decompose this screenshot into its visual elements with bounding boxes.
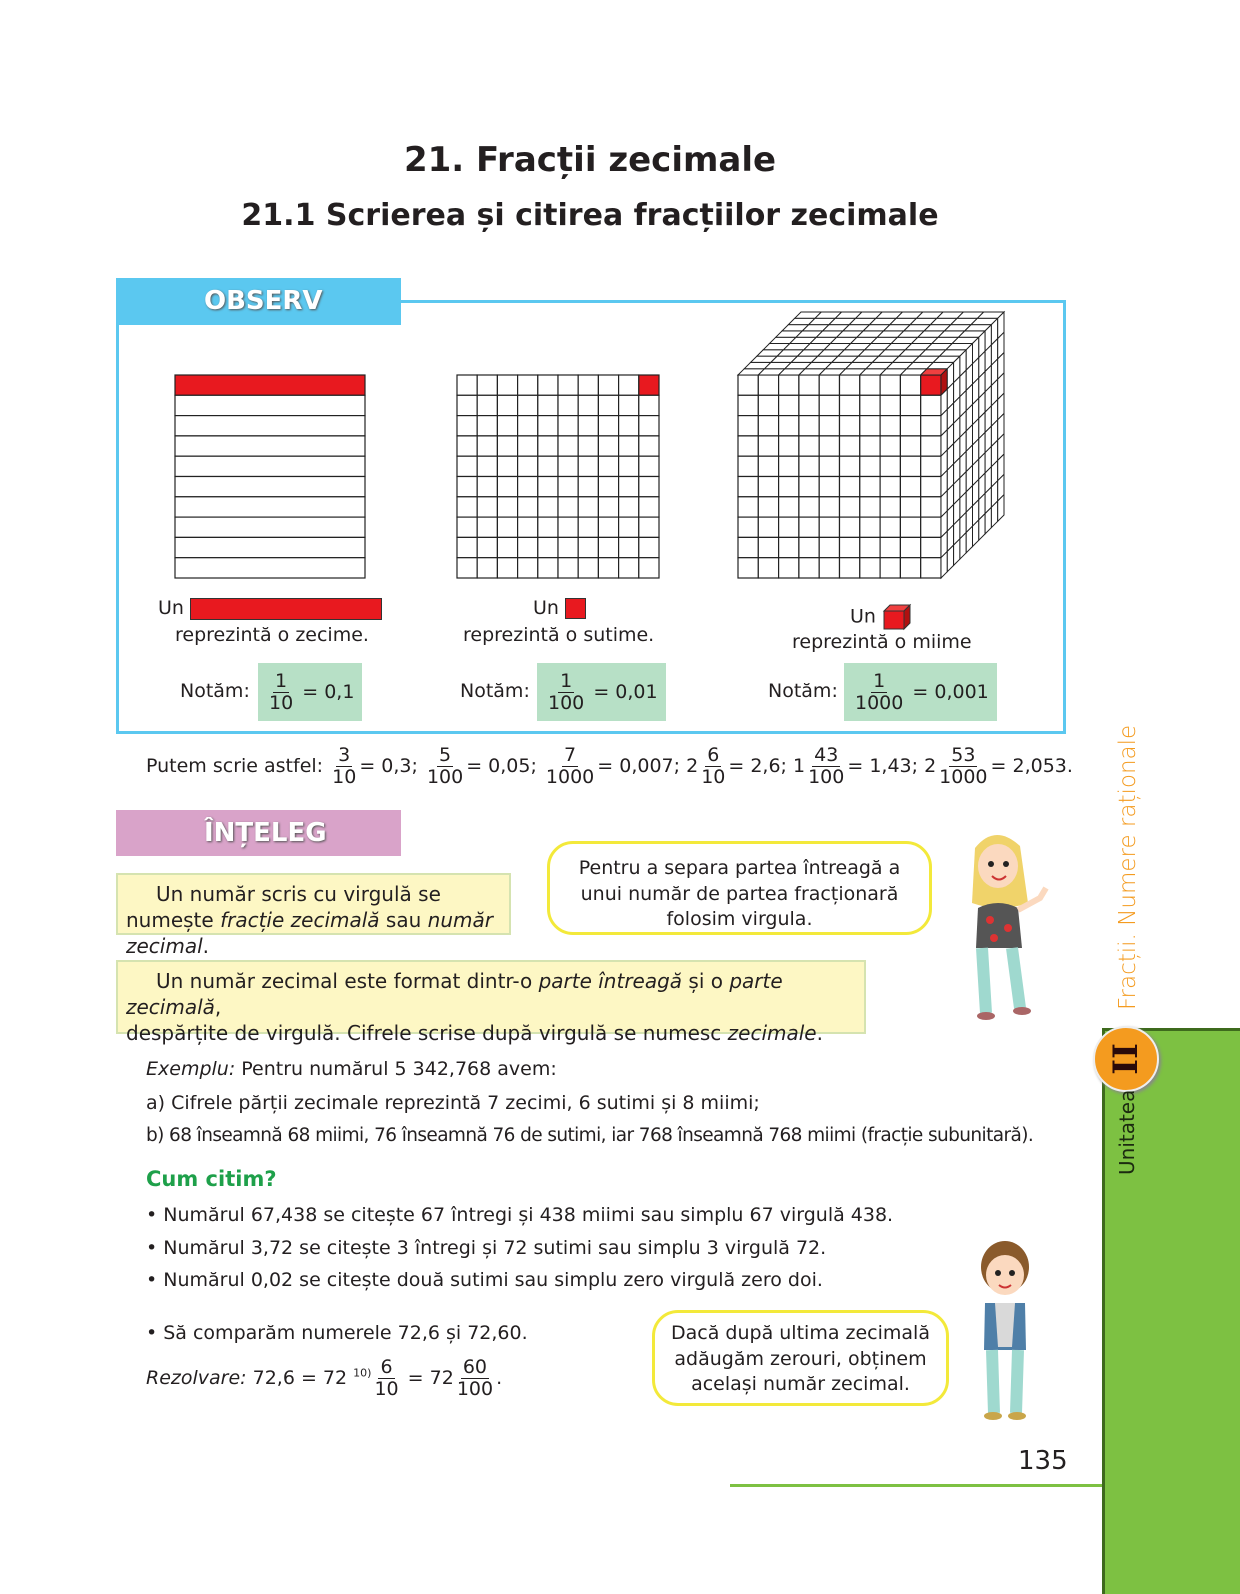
hundredth-cell bbox=[477, 477, 497, 497]
cube-front-cell bbox=[799, 558, 819, 578]
example-a: a) Cifrele părții zecimale reprezintă 7 zecimi, 6 sutimi și 8 miimi; bbox=[146, 1092, 760, 1114]
hundredth-cell bbox=[497, 456, 517, 476]
cube-front-cell bbox=[738, 456, 758, 476]
hundredth-cell bbox=[558, 456, 578, 476]
cube-front-cell bbox=[799, 497, 819, 517]
cube-front-cell bbox=[738, 517, 758, 537]
hundredth-cell bbox=[578, 375, 598, 395]
hundredth-cell bbox=[619, 436, 639, 456]
notation-tenth: $\frac{1}{10}$ = 0,1 bbox=[258, 663, 362, 721]
cube-front-cell bbox=[860, 537, 880, 557]
hundredth-cell bbox=[518, 517, 538, 537]
notam-label: Notăm: bbox=[460, 680, 530, 702]
tenth-strip bbox=[175, 436, 365, 456]
hundredth-cell bbox=[639, 517, 659, 537]
tenth-strip bbox=[175, 456, 365, 476]
hundredth-cell bbox=[497, 395, 517, 415]
hundredth-cell bbox=[598, 558, 618, 578]
cube-front-cell bbox=[738, 395, 758, 415]
cube-front-cell bbox=[779, 395, 799, 415]
hundredth-cell bbox=[497, 477, 517, 497]
cube-front-cell bbox=[840, 537, 860, 557]
cube-front-cell bbox=[860, 395, 880, 415]
cube-front-cell bbox=[758, 517, 778, 537]
hundredth-cell bbox=[578, 537, 598, 557]
hundredth-cell bbox=[578, 416, 598, 436]
cube-front-cell bbox=[738, 537, 758, 557]
footer-line bbox=[730, 1484, 1102, 1487]
hundredth-cell bbox=[538, 395, 558, 415]
hundredth-cell bbox=[558, 375, 578, 395]
hundredth-cell bbox=[497, 558, 517, 578]
hundredth-cell bbox=[558, 537, 578, 557]
cube-front-cell bbox=[799, 395, 819, 415]
hundredth-cell bbox=[639, 395, 659, 415]
cube-front-cell bbox=[758, 395, 778, 415]
hundredth-cell bbox=[538, 537, 558, 557]
hundredth-cell bbox=[457, 375, 477, 395]
hundredth-cell bbox=[558, 395, 578, 415]
hundredth-cell bbox=[477, 436, 497, 456]
cube-front-cell bbox=[860, 375, 880, 395]
reading-bullet: • Numărul 0,02 se citește două sutimi sau simplu zero virgulă zero doi. bbox=[146, 1269, 823, 1291]
hundredth-cell bbox=[578, 436, 598, 456]
hundredth-cell bbox=[639, 416, 659, 436]
cube-front-cell bbox=[758, 436, 778, 456]
speech-bubble-boy: Dacă după ultima zecimală adăugăm zerouri, obținem același număr zecimal. bbox=[652, 1310, 949, 1406]
tenth-strip bbox=[175, 395, 365, 415]
cube-front-cell bbox=[758, 375, 778, 395]
cube-front-cell bbox=[738, 416, 758, 436]
hundredth-cell bbox=[619, 497, 639, 517]
hundredth-cell bbox=[518, 416, 538, 436]
example-b: b) 68 înseamnă 68 miimi, 76 înseamnă 76 de sutimi, iar 768 înseamnă 768 miimi (fracție subunitară). bbox=[146, 1125, 1034, 1146]
caption-un-1: Un bbox=[158, 597, 382, 620]
notam-label: Notăm: bbox=[180, 680, 250, 702]
cube-front-cell bbox=[860, 558, 880, 578]
cube-front-cell bbox=[840, 375, 860, 395]
cube-front-cell bbox=[921, 456, 941, 476]
cube-front-cell bbox=[819, 456, 839, 476]
thousandth-cube-icon bbox=[882, 603, 912, 631]
hundredth-cell bbox=[457, 436, 477, 456]
cube-front-cell bbox=[921, 537, 941, 557]
cube-front-cell bbox=[921, 517, 941, 537]
cube-front-cell bbox=[900, 375, 920, 395]
cube-front-cell bbox=[900, 497, 920, 517]
hundredth-cell bbox=[457, 517, 477, 537]
hundredth-cell bbox=[457, 558, 477, 578]
hundredth-cell bbox=[578, 456, 598, 476]
tenth-strip-icon bbox=[190, 598, 382, 620]
hundredth-cell bbox=[558, 477, 578, 497]
cube-front-cell bbox=[900, 537, 920, 557]
tenth-strip bbox=[175, 537, 365, 557]
unit-label: Unitatea bbox=[1115, 1089, 1139, 1175]
cube-front-cell bbox=[819, 395, 839, 415]
caption-un-3: Un bbox=[850, 603, 912, 631]
hundredth-cell bbox=[497, 436, 517, 456]
hundredth-cell bbox=[538, 456, 558, 476]
hundredth-cell bbox=[598, 375, 618, 395]
hundredth-cell bbox=[538, 558, 558, 578]
notation-hundredth: $\frac{1}{100}$ = 0,01 bbox=[537, 663, 666, 721]
hundredth-cell bbox=[558, 558, 578, 578]
unit-badge: II bbox=[1093, 1026, 1159, 1092]
hundredth-cell bbox=[518, 537, 538, 557]
hundredth-cell bbox=[639, 436, 659, 456]
cube-front-cell bbox=[880, 517, 900, 537]
cube-front-cell bbox=[921, 497, 941, 517]
definition-box-2: Un număr zecimal este format dintr-o parte întreagă și o parte zecimală, despărțite de virgulă. Cifrele scrise după virgulă se numesc zecimale. bbox=[116, 960, 866, 1034]
cube-front-cell bbox=[880, 416, 900, 436]
cube-front-cell bbox=[819, 375, 839, 395]
boy-illustration bbox=[960, 1235, 1050, 1425]
cube-front-cell bbox=[758, 558, 778, 578]
cube-front-cell bbox=[779, 537, 799, 557]
cube-front-cell bbox=[819, 477, 839, 497]
cube-front-cell bbox=[880, 456, 900, 476]
cube-front-cell bbox=[860, 477, 880, 497]
hundredth-cell bbox=[578, 497, 598, 517]
cube-front-cell bbox=[860, 497, 880, 517]
hundredth-cell bbox=[578, 517, 598, 537]
cube-front-cell bbox=[819, 537, 839, 557]
cube-front-cell bbox=[819, 558, 839, 578]
caption-miime: reprezintă o miime bbox=[792, 631, 972, 653]
cube-front-cell bbox=[880, 497, 900, 517]
cube-front-cell bbox=[860, 517, 880, 537]
hundredth-cell bbox=[477, 416, 497, 436]
hundredth-cell bbox=[598, 477, 618, 497]
cube-front-cell bbox=[738, 477, 758, 497]
hundredth-cell bbox=[639, 456, 659, 476]
cube-front-cell bbox=[799, 416, 819, 436]
hundredth-cell bbox=[518, 436, 538, 456]
hundredth-cell bbox=[497, 537, 517, 557]
caption-un-2: Un bbox=[533, 597, 586, 619]
reading-bullet: • Numărul 3,72 se citește 3 întregi și 72 sutimi sau simplu 3 virgulă 72. bbox=[146, 1237, 827, 1259]
hundredth-cell bbox=[538, 517, 558, 537]
resolution-line: Rezolvare: 72,6 = 72 $^{10)}$ $\frac{6}{10}$ = 72 $\frac{60}{100}$ . bbox=[146, 1356, 503, 1400]
hundredth-cell bbox=[497, 375, 517, 395]
cube-front-cell bbox=[880, 477, 900, 497]
inteleg-tab: ÎNȚELEG bbox=[116, 810, 401, 856]
hundredth-cell bbox=[598, 517, 618, 537]
cube-front-cell bbox=[921, 416, 941, 436]
hundredth-cell bbox=[598, 537, 618, 557]
hundredth-cell bbox=[619, 456, 639, 476]
cube-front-cell bbox=[880, 436, 900, 456]
tenth-strip bbox=[175, 517, 365, 537]
hundredth-cell bbox=[639, 477, 659, 497]
cube-front-cell bbox=[860, 456, 880, 476]
hundredth-cell bbox=[518, 395, 538, 415]
example-intro: Exemplu: Pentru numărul 5 342,768 avem: bbox=[146, 1058, 557, 1080]
section-title: 21.1 Scrierea și citirea fracțiilor zecimale bbox=[241, 198, 939, 233]
hundredth-cell bbox=[598, 436, 618, 456]
reading-bullet: • Numărul 67,438 se citește 67 întregi și 438 miimi sau simplu 67 virgulă 438. bbox=[146, 1204, 894, 1226]
hundredth-square-icon bbox=[565, 598, 586, 619]
caption-zecime: reprezintă o zecime. bbox=[175, 624, 369, 646]
cube-front-cell bbox=[921, 477, 941, 497]
cube-front-cell bbox=[819, 497, 839, 517]
hundredth-cell bbox=[619, 395, 639, 415]
cube-front-cell bbox=[799, 537, 819, 557]
hundredth-cell bbox=[477, 375, 497, 395]
cum-citim-heading: Cum citim? bbox=[146, 1167, 277, 1191]
cube-front-cell bbox=[860, 436, 880, 456]
hundredth-cell bbox=[538, 477, 558, 497]
hundredth-cell bbox=[538, 497, 558, 517]
cube-front-cell bbox=[880, 558, 900, 578]
hundredth-cell bbox=[558, 497, 578, 517]
cube-front-cell bbox=[819, 416, 839, 436]
speech-bubble-girl: Pentru a separa partea întreagă a unui număr de partea fracționară folosim virgula. bbox=[547, 841, 932, 935]
hundredth-cell bbox=[538, 416, 558, 436]
cube-front-cell bbox=[840, 456, 860, 476]
tenth-strip bbox=[175, 416, 365, 436]
hundredth-cell bbox=[619, 558, 639, 578]
cube-front-cell bbox=[921, 436, 941, 456]
hundredth-cell bbox=[457, 456, 477, 476]
hundredth-cell bbox=[518, 558, 538, 578]
cube-front-cell bbox=[880, 375, 900, 395]
cube-front-cell bbox=[900, 436, 920, 456]
hundredth-cell bbox=[558, 517, 578, 537]
cube-front-cell bbox=[779, 456, 799, 476]
cube-front-cell bbox=[921, 558, 941, 578]
hundredth-cell bbox=[619, 416, 639, 436]
hundredth-cell bbox=[558, 416, 578, 436]
fraction-example: $\frac{7}{1000}$ = 0,007; bbox=[545, 744, 681, 788]
hundredth-cell bbox=[598, 456, 618, 476]
cube-front-cell bbox=[779, 477, 799, 497]
tenth-strip bbox=[175, 375, 365, 395]
fraction-example: $\frac{5}{100}$ = 0,05; bbox=[426, 744, 537, 788]
hundredth-cell bbox=[497, 497, 517, 517]
hundredth-cell bbox=[639, 558, 659, 578]
cube-front-cell bbox=[738, 436, 758, 456]
cube-front-cell bbox=[840, 416, 860, 436]
page-title: 21. Fracții zecimale bbox=[403, 140, 777, 180]
cube-front-cell bbox=[900, 416, 920, 436]
hundredth-cell bbox=[598, 395, 618, 415]
cube-front-cell bbox=[880, 537, 900, 557]
hundredth-cell bbox=[477, 558, 497, 578]
hundredth-cell bbox=[457, 395, 477, 415]
hundredth-cell bbox=[518, 497, 538, 517]
hundredth-cell bbox=[518, 375, 538, 395]
cube-front-cell bbox=[799, 517, 819, 537]
hundredth-cell bbox=[619, 375, 639, 395]
hundredth-cell bbox=[639, 375, 659, 395]
hundredth-cell bbox=[477, 456, 497, 476]
cube-front-cell bbox=[900, 517, 920, 537]
hundredth-cell bbox=[639, 497, 659, 517]
hundredth-cell bbox=[477, 537, 497, 557]
cube-front-cell bbox=[779, 497, 799, 517]
compare-bullet: • Să comparăm numerele 72,6 și 72,60. bbox=[146, 1322, 528, 1344]
hundredth-cell bbox=[477, 517, 497, 537]
hundredth-cell bbox=[497, 517, 517, 537]
fraction-example: 2 $\frac{53}{1000}$ = 2,053. bbox=[924, 744, 1073, 788]
hundredth-cell bbox=[538, 436, 558, 456]
girl-illustration bbox=[950, 828, 1060, 1023]
definition-box-1: Un număr scris cu virgulă se numește fracție zecimală sau număr zecimal. bbox=[116, 873, 511, 935]
tenth-strip bbox=[175, 497, 365, 517]
cube-front-cell bbox=[840, 436, 860, 456]
cube-front-cell bbox=[900, 456, 920, 476]
cube-front-cell bbox=[758, 416, 778, 436]
cube-front-cell bbox=[799, 477, 819, 497]
cube-front-cell bbox=[819, 517, 839, 537]
cube-front-cell bbox=[819, 436, 839, 456]
cube-front-cell bbox=[900, 477, 920, 497]
hundredth-cell bbox=[578, 558, 598, 578]
hundredth-cell bbox=[457, 537, 477, 557]
hundredth-cell bbox=[639, 537, 659, 557]
fraction-example: $\frac{3}{10}$ = 0,3; bbox=[332, 744, 418, 788]
hundredth-cell bbox=[619, 517, 639, 537]
fraction-example: 1 $\frac{43}{100}$ = 1,43; bbox=[793, 744, 919, 788]
cube-front-cell bbox=[799, 375, 819, 395]
hundredth-cell bbox=[477, 497, 497, 517]
cube-front-cell bbox=[799, 456, 819, 476]
examples-line: Putem scrie astfel: $\frac{3}{10}$ = 0,3; $\frac{5}{100}$ = 0,05; $\frac{7}{1000}$ = 0,007; 2 $\frac{6}{10}$ = 2,6; 1 $\frac{43}{100}$ = 1,43; 2 $\frac{53}{1000}$ = 2,053. bbox=[146, 744, 1073, 788]
decimal-models bbox=[170, 310, 1070, 590]
cube-front-cell bbox=[880, 395, 900, 415]
cube-front-cell bbox=[758, 537, 778, 557]
notam-label: Notăm: bbox=[768, 680, 838, 702]
fraction-example: 2 $\frac{6}{10}$ = 2,6; bbox=[686, 744, 787, 788]
hundredth-cell bbox=[497, 416, 517, 436]
cube-front-cell bbox=[779, 558, 799, 578]
cube-front-cell bbox=[921, 375, 941, 395]
observ-tab: OBSERV bbox=[116, 278, 401, 325]
hundredth-cell bbox=[578, 395, 598, 415]
page-number: 135 bbox=[1018, 1446, 1068, 1476]
cube-front-cell bbox=[738, 558, 758, 578]
cube-front-cell bbox=[738, 497, 758, 517]
cube-front-cell bbox=[840, 517, 860, 537]
hundredth-cell bbox=[457, 497, 477, 517]
hundredth-cell bbox=[558, 436, 578, 456]
cube-front-cell bbox=[779, 436, 799, 456]
tenth-strip bbox=[175, 558, 365, 578]
hundredth-cell bbox=[457, 416, 477, 436]
cube-front-cell bbox=[840, 497, 860, 517]
cube-front-cell bbox=[840, 558, 860, 578]
hundredth-cell bbox=[457, 477, 477, 497]
notation-thousandth: $\frac{1}{1000}$ = 0,001 bbox=[844, 663, 997, 721]
cube-front-cell bbox=[840, 477, 860, 497]
cube-front-cell bbox=[758, 497, 778, 517]
cube-front-cell bbox=[921, 395, 941, 415]
hundredth-cell bbox=[619, 477, 639, 497]
caption-sutime: reprezintă o sutime. bbox=[463, 624, 655, 646]
cube-front-cell bbox=[779, 375, 799, 395]
cube-front-cell bbox=[779, 517, 799, 537]
cube-front-cell bbox=[840, 395, 860, 415]
chapter-title-vertical: Fracții. Numere raționale bbox=[1115, 724, 1141, 1010]
hundredth-cell bbox=[538, 375, 558, 395]
cube-front-cell bbox=[860, 416, 880, 436]
cube-front-cell bbox=[758, 456, 778, 476]
cube-front-cell bbox=[779, 416, 799, 436]
hundredth-cell bbox=[619, 537, 639, 557]
hundredth-cell bbox=[518, 477, 538, 497]
hundredth-cell bbox=[598, 497, 618, 517]
hundredth-cell bbox=[477, 395, 497, 415]
cube-front-cell bbox=[900, 558, 920, 578]
hundredth-cell bbox=[578, 477, 598, 497]
cube-front-cell bbox=[799, 436, 819, 456]
cube-front-cell bbox=[900, 395, 920, 415]
cube-front-cell bbox=[758, 477, 778, 497]
cube-front-cell bbox=[738, 375, 758, 395]
hundredth-cell bbox=[518, 456, 538, 476]
hundredth-cell bbox=[598, 416, 618, 436]
tenth-strip bbox=[175, 477, 365, 497]
